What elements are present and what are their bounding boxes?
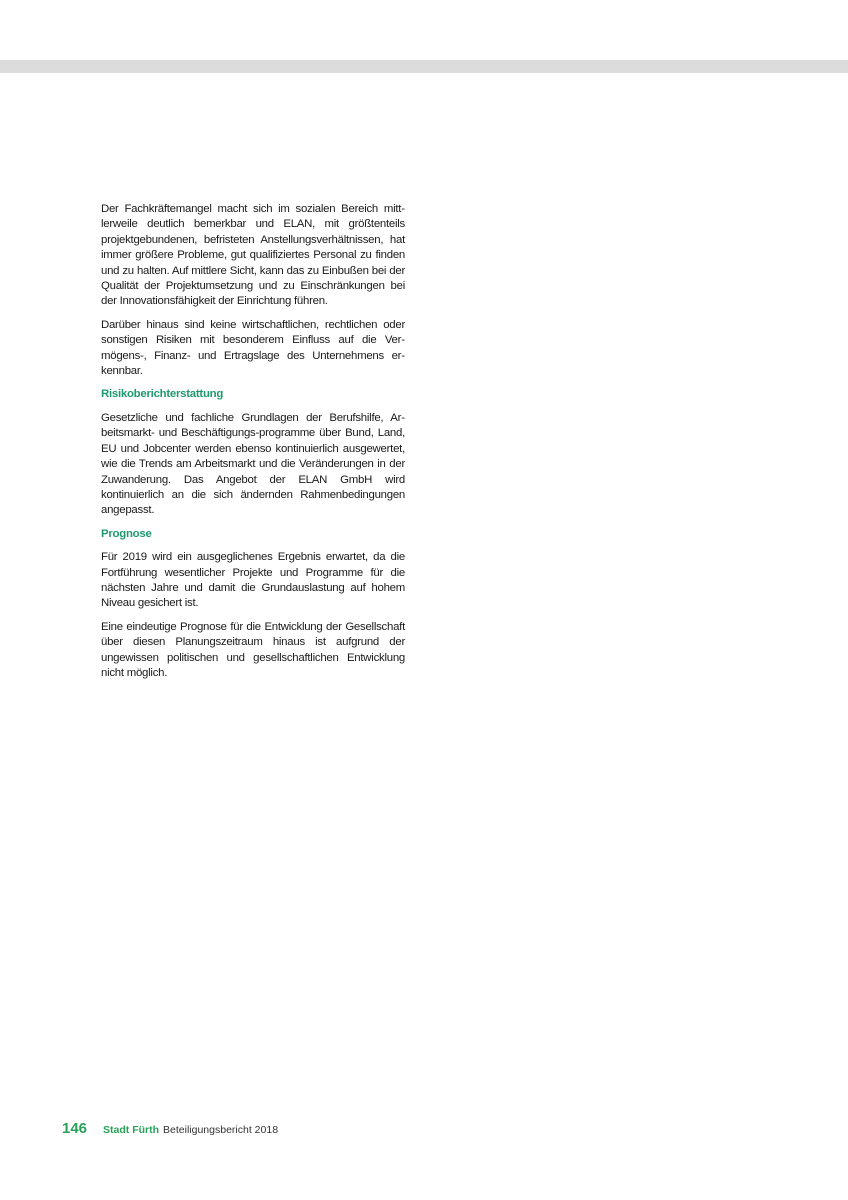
heading-risikoberichterstattung: Risikoberichterstattung — [101, 388, 224, 401]
paragraph-fachkraeftemangel: Der Fachkräftemangel macht sich im sozialen Bereich mittlerweile deutlich bemerkbar und ELAN, mit größtenteils projektgebundenen, befristeten Anstellungsverhältnissen, hat immer größere Probleme, gut qualifiziertes Personal zu finden und zu halten. Auf mittlere Sicht, kann das zu Einbußen bei der Qualität der Projektumsetzung und zu Einschränkungen bei der Innovationsfähigkeit der Einrichtung führen. — [101, 203, 405, 308]
page-number: 146 — [62, 1120, 88, 1137]
top-header-band — [0, 60, 848, 73]
paragraph-sonstige-risiken: Darüber hinaus sind keine wirtschaftlichen, rechtlichen oder sonstigen Risiken mit besonderem Einfluss auf die Vermögens-, Finanz- und Ertragslage des Unternehmens erkennbar. — [101, 318, 405, 378]
footer-organization: Stadt Fürth — [103, 1124, 160, 1136]
heading-prognose: Prognose — [101, 527, 152, 540]
page-footer — [62, 1120, 278, 1142]
main-text-column — [101, 202, 405, 689]
footer-document-title: Beteiligungsbericht 2018 — [163, 1124, 279, 1136]
paragraph-prognose-gesellschaft: Eine eindeutige Prognose für die Entwicklung der Gesellschaft über diesen Planungszeitraum hinaus ist aufgrund der ungewissen politischen und gesellschaftlichen Entwicklung nicht möglich. — [101, 620, 405, 679]
paragraph-prognose-2019: Für 2019 wird ein ausgeglichenes Ergebnis erwartet, da die Fortführung wesentlicher Projekte und Programme für die nächsten Jahre und damit die Grundauslastung auf hohem Niveau gesichert ist. — [101, 551, 405, 610]
paragraph-risikoberichterstattung: Gesetzliche und fachliche Grundlagen der Berufshilfe, Arbeitsmarkt- und Beschäftigungs-programme über Bund, Land, EU und Jobcenter werden ebenso kontinuierlich ausgewertet, wie die Trends am Arbeitsmarkt und die Veränderungen in der Zuwanderung. Das Angebot der ELAN GmbH wird kontinuierlich an die sich ändernden Rahmenbedingungen angepasst. — [101, 411, 405, 517]
